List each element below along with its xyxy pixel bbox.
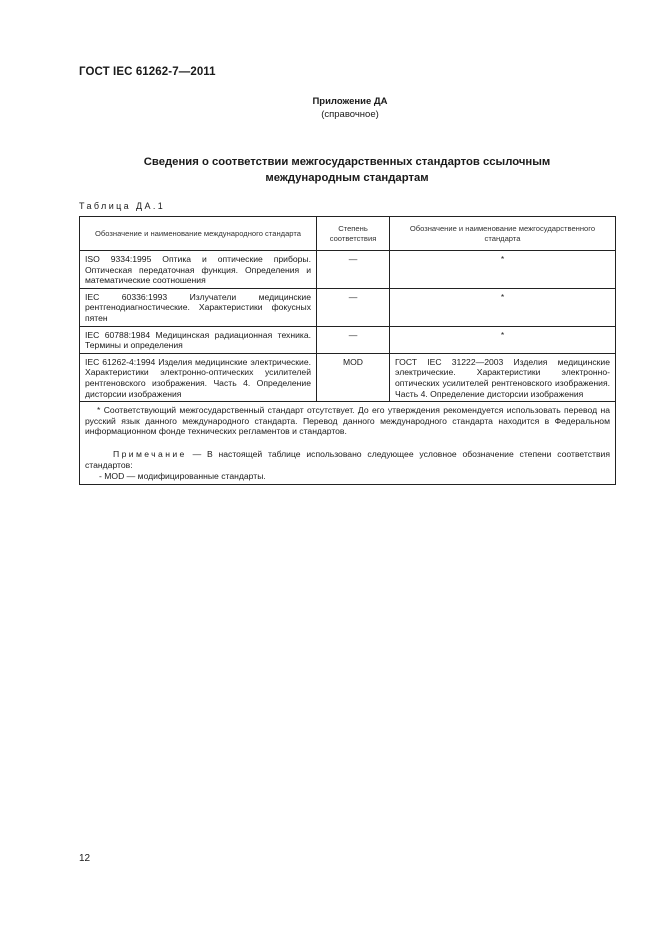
note-text: — В настоящей таблице использовано следующее условное обозначение степени соответствия стандартов: bbox=[85, 448, 610, 470]
note-label: Примечание bbox=[113, 448, 187, 459]
table-label: Таблица ДА.1 bbox=[79, 201, 166, 211]
table-row bbox=[80, 353, 616, 401]
document-code-header: ГОСТ IEC 61262-7—2011 bbox=[79, 66, 216, 78]
table-footer-row bbox=[80, 402, 616, 485]
correspondence-table bbox=[79, 216, 616, 485]
section-title bbox=[79, 155, 615, 186]
interstate-standard-cell: ГОСТ IEC 31222—2003 Изделия медицинские электрические. Характеристики электронно-оптических усилителей рентгеновского изображения. Часть 4. Определение дисторсии изображения bbox=[390, 353, 616, 401]
intl-standard-cell: IEC 60336:1993 Излучатели медицинские рентгенодиагностические. Характеристики фокусных пятен bbox=[80, 288, 317, 326]
interstate-standard-cell: * bbox=[390, 251, 616, 289]
header-interstate-standard: Обозначение и наименование межгосударственного стандарта bbox=[390, 217, 616, 251]
annex-heading bbox=[0, 95, 661, 121]
table-footer bbox=[80, 402, 616, 485]
degree-cell: — bbox=[317, 326, 390, 353]
table-row bbox=[80, 288, 616, 326]
interstate-standard-cell: * bbox=[390, 288, 616, 326]
table-note bbox=[85, 449, 610, 470]
section-title-line1: Сведения о соответствии межгосударственных стандартов ссылочным bbox=[143, 156, 551, 168]
degree-cell: — bbox=[317, 288, 390, 326]
note-item-mod: - MOD — модифицированные стандарты. bbox=[99, 471, 266, 482]
intl-standard-cell: IEC 60788:1984 Медицинская радиационная техника. Термины и определения bbox=[80, 326, 317, 353]
annex-subtitle: (справочное) bbox=[321, 109, 379, 120]
degree-cell: — bbox=[317, 251, 390, 289]
section-title-line2: международным стандартам bbox=[265, 171, 429, 184]
interstate-standard-cell: * bbox=[390, 326, 616, 353]
table-row bbox=[80, 326, 616, 353]
degree-cell: MOD bbox=[317, 353, 390, 401]
annex-title: Приложение ДА bbox=[312, 96, 388, 107]
table-row bbox=[80, 251, 616, 289]
header-international-standard: Обозначение и наименование международного стандарта bbox=[80, 217, 317, 251]
intl-standard-cell: IEC 61262-4:1994 Изделия медицинские электрические. Характеристики электронно-оптических усилителей рентгеновского изображения. Часть 4. Определение дисторсии изображения bbox=[80, 353, 317, 401]
table-footnote: * Соответствующий межгосударственный стандарт отсутствует. До его утверждения рекомендуется использовать перевод на русский язык данного международного стандарта. Перевод данного международного стандарта находится в Федеральном информационном фонде технических регламентов и стандартов. bbox=[85, 405, 610, 437]
table-header-row bbox=[80, 217, 616, 251]
intl-standard-cell: ISO 9334:1995 Оптика и оптические приборы. Оптическая передаточная функция. Определения и математические соотношения bbox=[80, 251, 317, 289]
page-number: 12 bbox=[79, 853, 91, 864]
header-degree-of-correspondence: Степень соответствия bbox=[317, 217, 390, 251]
